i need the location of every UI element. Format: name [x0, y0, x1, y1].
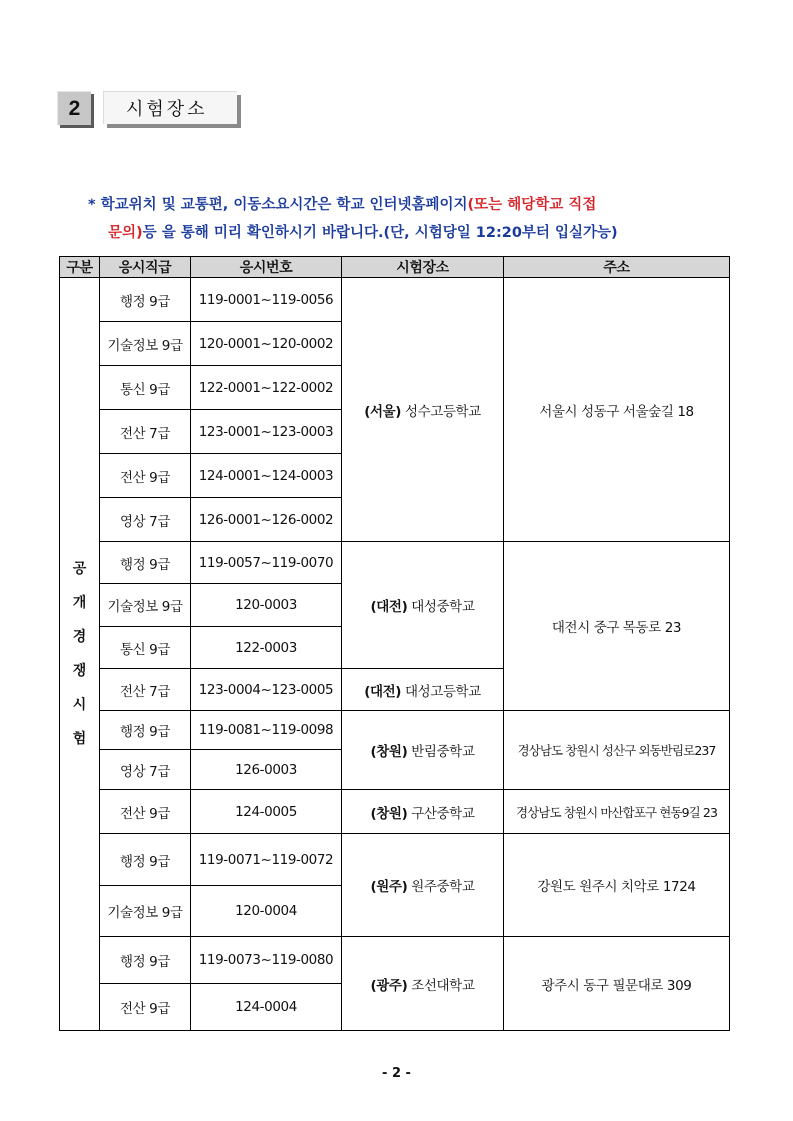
grade-cell: 기술정보 9급: [100, 322, 191, 366]
table-row: [60, 278, 730, 322]
venue-name: 대성중학교: [411, 599, 475, 615]
venue-cell: [342, 278, 504, 542]
number-cell: 119-0071~119-0072: [191, 834, 342, 886]
grade-cell: 영상 7급: [100, 750, 191, 790]
section-title: 시험장소: [103, 91, 237, 124]
venue-name: 원주중학교: [411, 879, 475, 895]
number-cell: 124-0004: [191, 984, 342, 1031]
number-cell: 122-0003: [191, 627, 342, 669]
number-cell: 126-0003: [191, 750, 342, 790]
number-cell: 120-0004: [191, 886, 342, 937]
grade-cell: 행정 9급: [100, 834, 191, 886]
grade-cell: 영상 7급: [100, 498, 191, 542]
grade-cell: 행정 9급: [100, 542, 191, 584]
number-cell: 120-0001~120-0002: [191, 322, 342, 366]
notice-line-1: [88, 193, 748, 214]
venue-name: 구산중학교: [411, 805, 475, 822]
number-cell: 119-0081~119-0098: [191, 711, 342, 750]
section-number: 2: [57, 91, 91, 125]
grade-cell: 기술정보 9급: [100, 584, 191, 627]
venue-region: (광주): [370, 977, 408, 994]
notice-line-2: [108, 221, 768, 242]
venue-region: (창원): [370, 805, 408, 822]
number-cell: 122-0001~122-0002: [191, 366, 342, 410]
grade-cell: 통신 9급: [100, 627, 191, 669]
exam-venue-table: [59, 256, 730, 1031]
header-address: 주소: [504, 257, 730, 278]
venue-region: (원주): [370, 879, 408, 895]
table-row: [60, 790, 730, 834]
number-cell: 126-0001~126-0002: [191, 498, 342, 542]
address-cell: 서울시 성동구 서울숲길 18: [504, 278, 730, 542]
venue-name: 성수고등학교: [404, 403, 481, 420]
grade-cell: 행정 9급: [100, 711, 191, 750]
header-exam-number: 응시번호: [191, 257, 342, 278]
venue-region: (대전): [364, 683, 402, 700]
venue-cell: [342, 711, 504, 790]
table-row: [60, 937, 730, 984]
venue-cell: [342, 669, 504, 711]
number-cell: 119-0073~119-0080: [191, 937, 342, 984]
grade-cell: 전산 9급: [100, 454, 191, 498]
page-number: - 2 -: [382, 1066, 411, 1081]
venue-region: (창원): [370, 744, 408, 760]
address-cell: 대전시 중구 목동로 23: [504, 542, 730, 711]
category-cell: 공 개 경 쟁 시 험: [60, 278, 100, 1031]
address-cell: 경상남도 창원시 마산합포구 현동9길 23: [504, 790, 730, 834]
number-cell: 120-0003: [191, 584, 342, 627]
notice-line-2-text: 등 을 통해 미리 확인하시기 바랍니다.(단, 시험당일 12:20부터 입실가능): [142, 225, 618, 241]
venue-name: 대성고등학교: [404, 683, 481, 700]
address-cell: 광주시 동구 필문대로 309: [504, 937, 730, 1031]
venue-cell: [342, 542, 504, 669]
number-cell: 124-0001~124-0003: [191, 454, 342, 498]
venue-region: (대전): [370, 599, 408, 615]
grade-cell: 기술정보 9급: [100, 886, 191, 937]
number-cell: 119-0001~119-0056: [191, 278, 342, 322]
grade-cell: 통신 9급: [100, 366, 191, 410]
grade-cell: 행정 9급: [100, 278, 191, 322]
number-cell: 123-0001~123-0003: [191, 410, 342, 454]
venue-cell: [342, 834, 504, 937]
address-cell: 경상남도 창원시 성산구 외동반림로237: [504, 711, 730, 790]
notice-line-2-red: 문의): [108, 225, 143, 241]
grade-cell: 전산 9급: [100, 790, 191, 834]
venue-cell: [342, 790, 504, 834]
grade-cell: 전산 7급: [100, 669, 191, 711]
table-row: [60, 834, 730, 886]
header-grade: 응시직급: [100, 257, 191, 278]
table-row: [60, 542, 730, 584]
grade-cell: 행정 9급: [100, 937, 191, 984]
venue-name: 반림중학교: [411, 744, 475, 760]
grade-cell: 전산 9급: [100, 984, 191, 1031]
number-cell: 123-0004~123-0005: [191, 669, 342, 711]
notice-line-1-text: * 학교위치 및 교통편, 이동소요시간은 학교 인터넷홈페이지: [88, 197, 468, 213]
venue-name: 조선대학교: [411, 977, 475, 994]
venue-cell: [342, 937, 504, 1031]
table-row: [60, 711, 730, 750]
venue-region: (서울): [364, 403, 402, 420]
header-venue: 시험장소: [342, 257, 504, 278]
number-cell: 119-0057~119-0070: [191, 542, 342, 584]
number-cell: 124-0005: [191, 790, 342, 834]
address-cell: 강원도 원주시 치악로 1724: [504, 834, 730, 937]
grade-cell: 전산 7급: [100, 410, 191, 454]
table-header-row: [60, 257, 730, 278]
notice-line-1-red: (또는 해당학교 직접: [467, 197, 597, 213]
header-category: 구분: [60, 257, 100, 278]
